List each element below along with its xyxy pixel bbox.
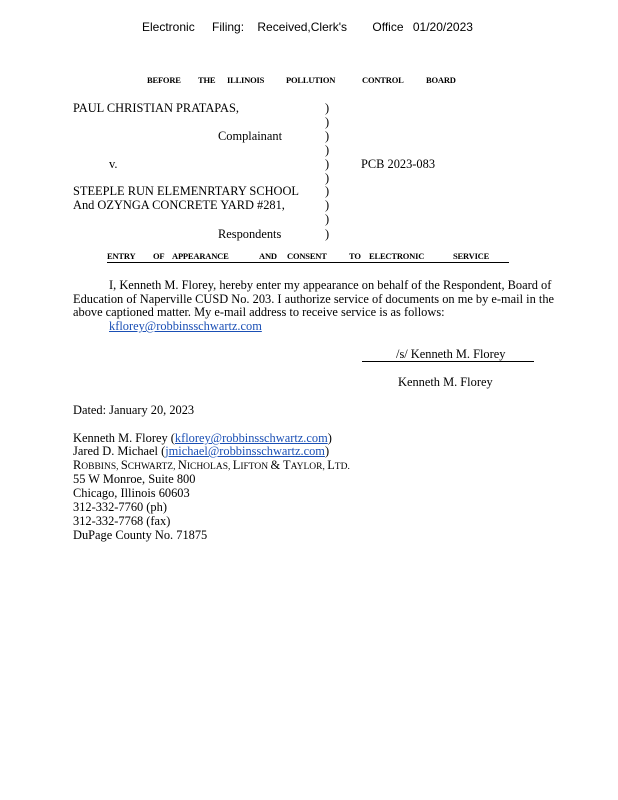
caption-paren: ) xyxy=(325,157,330,171)
respondent-line-2: And OZYNGA CONCRETE YARD #281, xyxy=(73,198,285,212)
caption-paren: ) xyxy=(325,227,330,241)
signer-name: Kenneth M. Florey xyxy=(398,375,493,389)
section-heading-word: APPEARANCE xyxy=(172,251,229,261)
firm-name-part: N xyxy=(177,458,187,472)
filing-stamp xyxy=(142,20,473,34)
stamp-date: 01/20/2023 xyxy=(412,20,473,34)
section-heading-word: TO xyxy=(349,251,361,261)
signature-line xyxy=(362,347,534,362)
service-email-link[interactable]: kflorey@robbinsschwartz.com xyxy=(109,319,262,333)
section-heading-word: ELECTRONIC xyxy=(369,251,425,261)
firm-name-part: S xyxy=(120,458,128,472)
attorney-1-name: Kenneth M. Florey xyxy=(73,431,168,445)
firm-name-part: ICHOLAS, xyxy=(186,462,233,472)
attorney-2-email-link[interactable]: jmichael@robbinsschwartz.com xyxy=(165,444,325,458)
caption-paren: ) xyxy=(325,184,330,198)
firm-name-part: & T xyxy=(270,458,291,472)
signature-text: /s/ Kenneth M. Florey xyxy=(396,347,506,361)
attorney-1-email-link[interactable]: kflorey@robbinsschwartz.com xyxy=(174,431,328,445)
firm-name-part: IFTON xyxy=(240,462,271,472)
firm-name-part: L xyxy=(327,458,335,472)
firm-name-part: CHWARTZ, xyxy=(127,462,178,472)
board-heading-word: POLLUTION xyxy=(286,75,336,85)
section-heading-word: AND xyxy=(259,251,277,261)
stamp-label-4: Office xyxy=(372,20,404,34)
section-heading-word: CONSENT xyxy=(287,251,327,261)
dated-line: Dated: January 20, 2023 xyxy=(73,403,195,417)
complainant-name: PAUL CHRISTIAN PRATAPAS, xyxy=(73,101,239,115)
caption-paren: ) xyxy=(325,171,330,185)
caption-paren: ) xyxy=(325,115,330,129)
firm-name-part: R xyxy=(73,458,82,472)
board-heading-word: ILLINOIS xyxy=(227,75,265,85)
body-line-3: above captioned matter. My e-mail address to receive service is as follows: xyxy=(73,305,445,319)
stamp-label-2: Filing: xyxy=(212,20,245,34)
body-line-2: Education of Naperville CUSD No. 203. I authorize service of documents on me by e-mail in the xyxy=(73,292,555,306)
case-number: PCB 2023-083 xyxy=(361,157,436,171)
address-line-2: Chicago, Illinois 60603 xyxy=(73,486,190,500)
county-number: DuPage County No. 71875 xyxy=(73,528,208,542)
stamp-label-1: Electronic xyxy=(142,20,195,34)
respondent-role: Respondents xyxy=(218,227,282,241)
caption-paren: ) xyxy=(325,129,330,143)
body-line-1: I, Kenneth M. Florey, hereby enter my appearance on behalf of the Respondent, Board of xyxy=(109,278,552,292)
phone-line: 312-332-7760 (ph) xyxy=(73,500,167,514)
caption-paren: ) xyxy=(325,143,330,157)
complainant-role: Complainant xyxy=(218,129,283,143)
board-heading-word: BEFORE xyxy=(147,75,181,85)
respondent-line-1: STEEPLE RUN ELEMENRTARY SCHOOL xyxy=(73,184,299,198)
firm-name-part: L xyxy=(232,458,241,472)
board-heading-word: BOARD xyxy=(426,75,456,85)
section-heading-word: SERVICE xyxy=(453,251,490,261)
board-heading-word: THE xyxy=(198,75,216,85)
address-line-1: 55 W Monroe, Suite 800 xyxy=(73,472,196,486)
stamp-label-3: Received,Clerk's xyxy=(257,20,348,34)
caption-paren: ) xyxy=(325,198,330,212)
board-heading-word: CONTROL xyxy=(362,75,404,85)
caption-paren: ) xyxy=(325,101,330,115)
attorney-1: Kenneth M. Florey (kflorey@robbinsschwartz.com) xyxy=(73,431,332,445)
firm-name-part: TD. xyxy=(334,462,350,472)
section-heading-word: OF xyxy=(153,251,165,261)
section-heading-word: ENTRY xyxy=(107,251,136,261)
firm-name-part: AYLOR, xyxy=(290,462,328,472)
section-heading-underline xyxy=(107,262,509,263)
caption-paren: ) xyxy=(325,212,330,226)
attorney-2-name: Jared D. Michael xyxy=(73,444,158,458)
versus: v. xyxy=(109,157,118,171)
firm-name-part: OBBINS, xyxy=(81,462,121,472)
attorney-2: Jared D. Michael (jmichael@robbinsschwartz.com) xyxy=(73,444,330,458)
fax-line: 312-332-7768 (fax) xyxy=(73,514,171,528)
